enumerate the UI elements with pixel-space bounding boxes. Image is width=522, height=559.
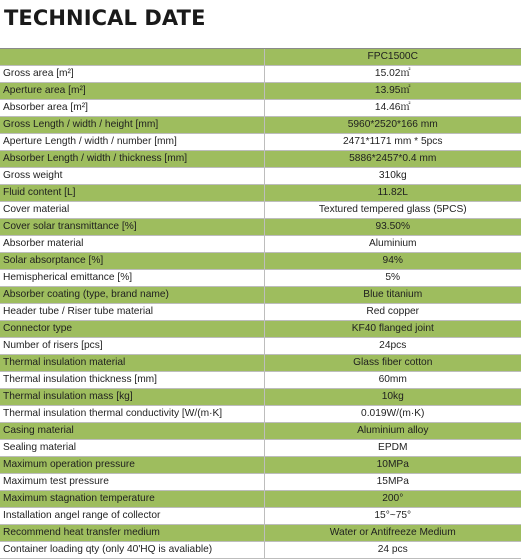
table-row bbox=[0, 440, 521, 457]
table-row bbox=[0, 338, 521, 355]
row-value: 2471*1171 mm * 5pcs bbox=[264, 134, 521, 151]
row-value: 5% bbox=[264, 270, 521, 287]
row-value: Aluminium bbox=[264, 236, 521, 253]
table-row bbox=[0, 185, 521, 202]
row-label: Maximum test pressure bbox=[0, 474, 264, 491]
table-row bbox=[0, 406, 521, 423]
row-label: Casing material bbox=[0, 423, 264, 440]
row-value: KF40 flanged joint bbox=[264, 321, 521, 338]
table-row bbox=[0, 134, 521, 151]
row-label: Gross area [m²] bbox=[0, 66, 264, 83]
row-value: 15°~75° bbox=[264, 508, 521, 525]
row-label: Absorber material bbox=[0, 236, 264, 253]
table-row bbox=[0, 355, 521, 372]
row-value: 24pcs bbox=[264, 338, 521, 355]
table-row bbox=[0, 253, 521, 270]
row-value: Aluminium alloy bbox=[264, 423, 521, 440]
table-row bbox=[0, 219, 521, 236]
row-label: Maximum operation pressure bbox=[0, 457, 264, 474]
row-value: 5886*2457*0.4 mm bbox=[264, 151, 521, 168]
row-label: Fluid content [L] bbox=[0, 185, 264, 202]
row-label: Absorber Length / width / thickness [mm] bbox=[0, 151, 264, 168]
table-row bbox=[0, 270, 521, 287]
row-value: 94% bbox=[264, 253, 521, 270]
row-label: Installation angel range of collector bbox=[0, 508, 264, 525]
row-value: EPDM bbox=[264, 440, 521, 457]
table-row bbox=[0, 372, 521, 389]
table-row bbox=[0, 321, 521, 338]
spec-table-body bbox=[0, 49, 521, 559]
table-row bbox=[0, 287, 521, 304]
row-value: 14.46㎡ bbox=[264, 100, 521, 117]
row-label: Absorber area [m²] bbox=[0, 100, 264, 117]
row-label: Thermal insulation thickness [mm] bbox=[0, 372, 264, 389]
table-row bbox=[0, 525, 521, 542]
row-value: Blue titanium bbox=[264, 287, 521, 304]
row-value: 15MPa bbox=[264, 474, 521, 491]
table-row bbox=[0, 542, 521, 559]
row-value: 310kg bbox=[264, 168, 521, 185]
row-value: 93.50% bbox=[264, 219, 521, 236]
row-value: 0.019W/(m·K) bbox=[264, 406, 521, 423]
row-label: Maximum stagnation temperature bbox=[0, 491, 264, 508]
table-row bbox=[0, 423, 521, 440]
row-label: Thermal insulation mass [kg] bbox=[0, 389, 264, 406]
row-value: 5960*2520*166 mm bbox=[264, 117, 521, 134]
row-label: Container loading qty (only 40'HQ is avaliable) bbox=[0, 542, 264, 559]
table-row bbox=[0, 474, 521, 491]
row-label: Cover solar transmittance [%] bbox=[0, 219, 264, 236]
row-value: 60mm bbox=[264, 372, 521, 389]
table-row bbox=[0, 389, 521, 406]
row-value: 200° bbox=[264, 491, 521, 508]
table-row bbox=[0, 168, 521, 185]
page-title: TECHNICAL DATE bbox=[4, 6, 206, 30]
table-row bbox=[0, 457, 521, 474]
model-name: FPC1500C bbox=[264, 49, 521, 66]
row-value: Water or Antifreeze Medium bbox=[264, 525, 521, 542]
row-value: Textured tempered glass (5PCS) bbox=[264, 202, 521, 219]
row-label: Absorber coating (type, brand name) bbox=[0, 287, 264, 304]
table-row bbox=[0, 117, 521, 134]
row-value: 13.95㎡ bbox=[264, 83, 521, 100]
row-value: 10MPa bbox=[264, 457, 521, 474]
row-label: Number of risers [pcs] bbox=[0, 338, 264, 355]
table-row bbox=[0, 491, 521, 508]
row-label: Sealing material bbox=[0, 440, 264, 457]
row-label: Thermal insulation thermal conductivity [W/(m·K] bbox=[0, 406, 264, 423]
row-value: 10kg bbox=[264, 389, 521, 406]
table-row bbox=[0, 100, 521, 117]
table-row bbox=[0, 236, 521, 253]
row-value: Red copper bbox=[264, 304, 521, 321]
table-row bbox=[0, 508, 521, 525]
table-row bbox=[0, 202, 521, 219]
table-header-row bbox=[0, 49, 521, 66]
table-row bbox=[0, 304, 521, 321]
table-row bbox=[0, 66, 521, 83]
table-row bbox=[0, 151, 521, 168]
row-label: Hemispherical emittance [%] bbox=[0, 270, 264, 287]
row-label: Recommend heat transfer medium bbox=[0, 525, 264, 542]
row-label: Connector type bbox=[0, 321, 264, 338]
row-label: Aperture Length / width / number [mm] bbox=[0, 134, 264, 151]
row-value: 24 pcs bbox=[264, 542, 521, 559]
header-label-cell bbox=[0, 49, 264, 66]
row-label: Thermal insulation material bbox=[0, 355, 264, 372]
row-label: Solar absorptance [%] bbox=[0, 253, 264, 270]
row-label: Header tube / Riser tube material bbox=[0, 304, 264, 321]
row-label: Gross weight bbox=[0, 168, 264, 185]
row-label: Cover material bbox=[0, 202, 264, 219]
row-value: 11.82L bbox=[264, 185, 521, 202]
row-label: Gross Length / width / height [mm] bbox=[0, 117, 264, 134]
row-label: Aperture area [m²] bbox=[0, 83, 264, 100]
table-row bbox=[0, 83, 521, 100]
row-value: 15.02㎡ bbox=[264, 66, 521, 83]
row-value: Glass fiber cotton bbox=[264, 355, 521, 372]
spec-table bbox=[0, 48, 521, 559]
